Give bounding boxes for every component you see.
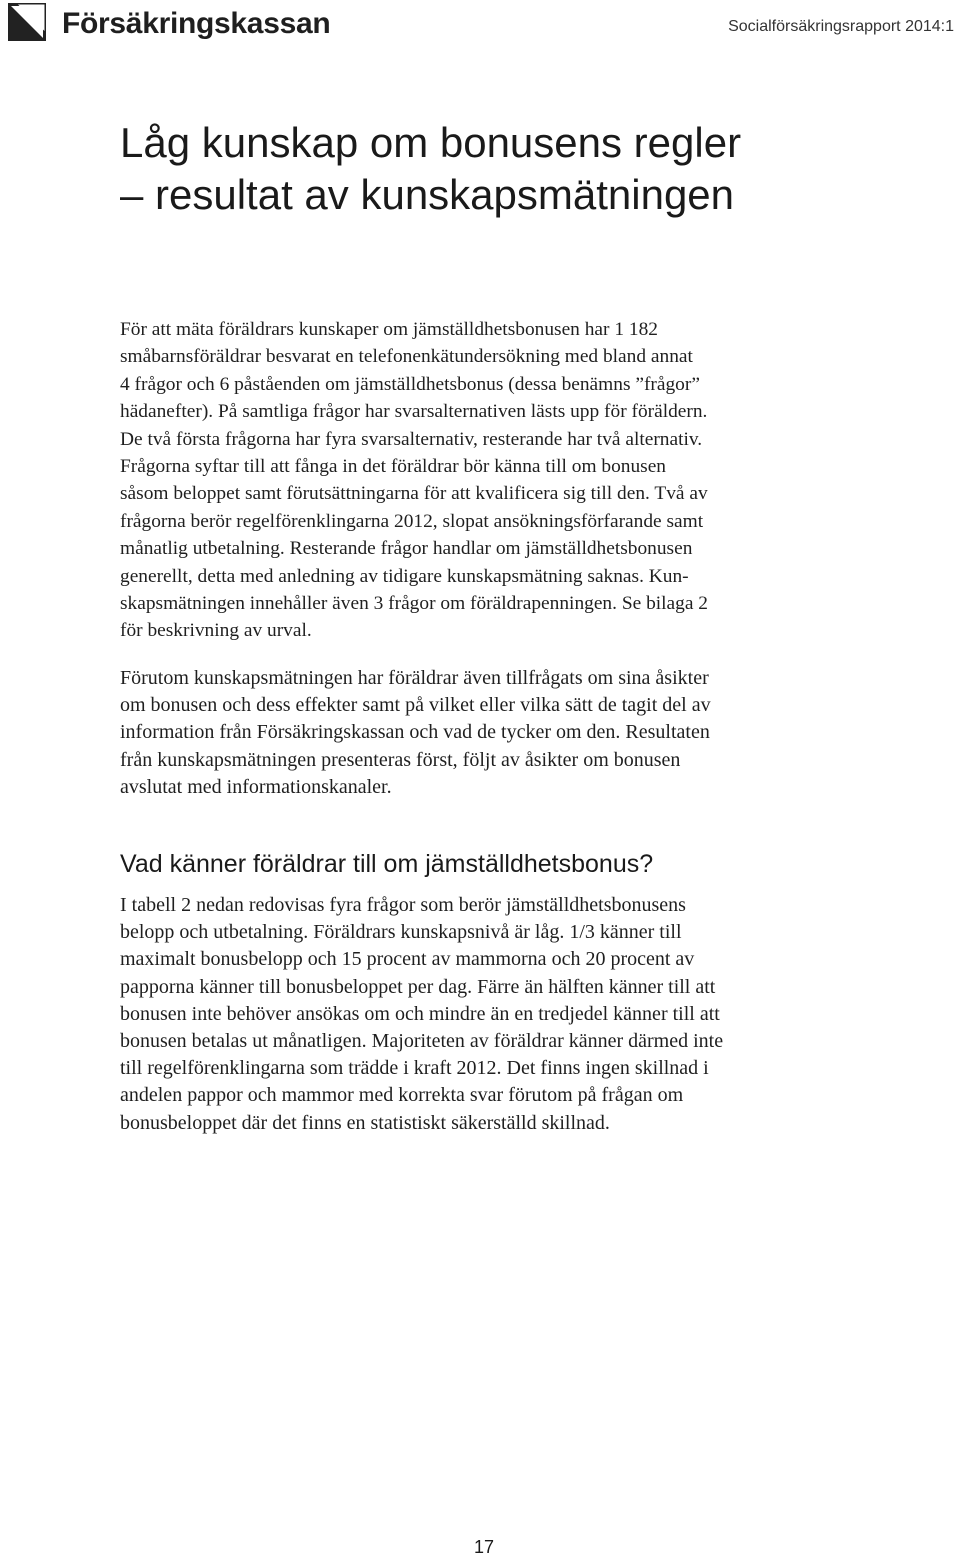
- text-line: papporna känner till bonusbeloppet per dag. Färre än hälften känner till att: [120, 975, 716, 998]
- page-title: [120, 117, 920, 221]
- text-line: bonusen betalas ut månatligen. Majoriteten av föräldrar känner därmed inte: [120, 1030, 724, 1053]
- text-line: småbarnsföräldrar besvarat en telefonenkätundersökning med bland annat: [120, 346, 693, 368]
- text-line: maximalt bonusbelopp och 15 procent av mammorna och 20 procent av: [120, 948, 695, 971]
- text-line: om bonusen och dess effekter samt på vilket eller vilka sätt de tagit del av: [120, 694, 711, 717]
- text-line: för beskrivning av urval.: [120, 620, 312, 642]
- paragraph-method: [120, 316, 845, 645]
- text-line: bonusen inte behöver ansökas om och mindre än en tredjedel känner till att: [120, 1002, 720, 1025]
- text-line: I tabell 2 nedan redovisas fyra frågor som berör jämställdhetsbonusens: [120, 894, 686, 916]
- text-line: frågorna berör regelförenklingarna 2012, slopat ansökningsförfarande samt: [120, 510, 704, 532]
- page-header: [0, 0, 960, 60]
- text-line: bonusbeloppet där det finns en statistiskt säkerställd skillnad.: [120, 1111, 610, 1134]
- report-label: Socialförsäkringsrapport 2014:1: [728, 18, 954, 35]
- paragraph-opinions: [120, 665, 845, 801]
- title-line: – resultat av kunskapsmätningen: [120, 171, 735, 218]
- text-line: De två första frågorna har fyra svarsalternativ, resterande har två alternativ.: [120, 428, 703, 450]
- text-line: månatlig utbetalning. Resterande frågor handlar om jämställdhetsbonusen: [120, 538, 693, 560]
- text-line: hädanefter). På samtliga frågor har svarsalternativen lästs upp för föräldern.: [120, 401, 708, 423]
- paragraph-results: [120, 892, 845, 1137]
- logo-wordmark: Försäkringskassan: [62, 7, 331, 40]
- text-line: generellt, detta med anledning av tidigare kunskapsmätning saknas. Kun-: [120, 565, 689, 587]
- text-line: Förutom kunskapsmätningen har föräldrar även tillfrågats om sina åsikter: [120, 667, 709, 689]
- text-line: från kunskapsmätningen presenteras först, följt av åsikter om bonusen: [120, 748, 681, 771]
- text-line: information från Försäkringskassan och vad de tycker om den. Resultaten: [120, 721, 710, 744]
- forsakringskassan-logo-icon: [8, 3, 46, 41]
- text-line: Frågorna syftar till att fånga in det föräldrar bör känna till om bonusen: [120, 456, 667, 478]
- title-line: Låg kunskap om bonusens regler: [120, 119, 742, 166]
- page-number: 17: [473, 1537, 495, 1557]
- text-line: 4 frågor och 6 påståenden om jämställdhetsbonus (dessa benämns ”frågor”: [120, 373, 700, 395]
- text-line: belopp och utbetalning. Föräldrars kunskapsnivå är låg. 1/3 känner till: [120, 921, 682, 944]
- text-line: För att mäta föräldrars kunskaper om jämställdhetsbonusen har 1 182: [120, 319, 658, 340]
- text-line: andelen pappor och mammor med korrekta svar förutom på frågan om: [120, 1084, 684, 1107]
- text-line: såsom beloppet samt förutsättningarna för att kvalificera sig till den. Två av: [120, 483, 708, 505]
- text-line: till regelförenklingarna som trädde i kraft 2012. Det finns ingen skillnad i: [120, 1057, 709, 1080]
- text-line: avslutat med informationskanaler.: [120, 775, 392, 798]
- section-heading: Vad känner föräldrar till om jämställdhetsbonus?: [120, 850, 654, 878]
- text-line: skapsmätningen innehåller även 3 frågor om föräldrapenningen. Se bilaga 2: [120, 593, 708, 615]
